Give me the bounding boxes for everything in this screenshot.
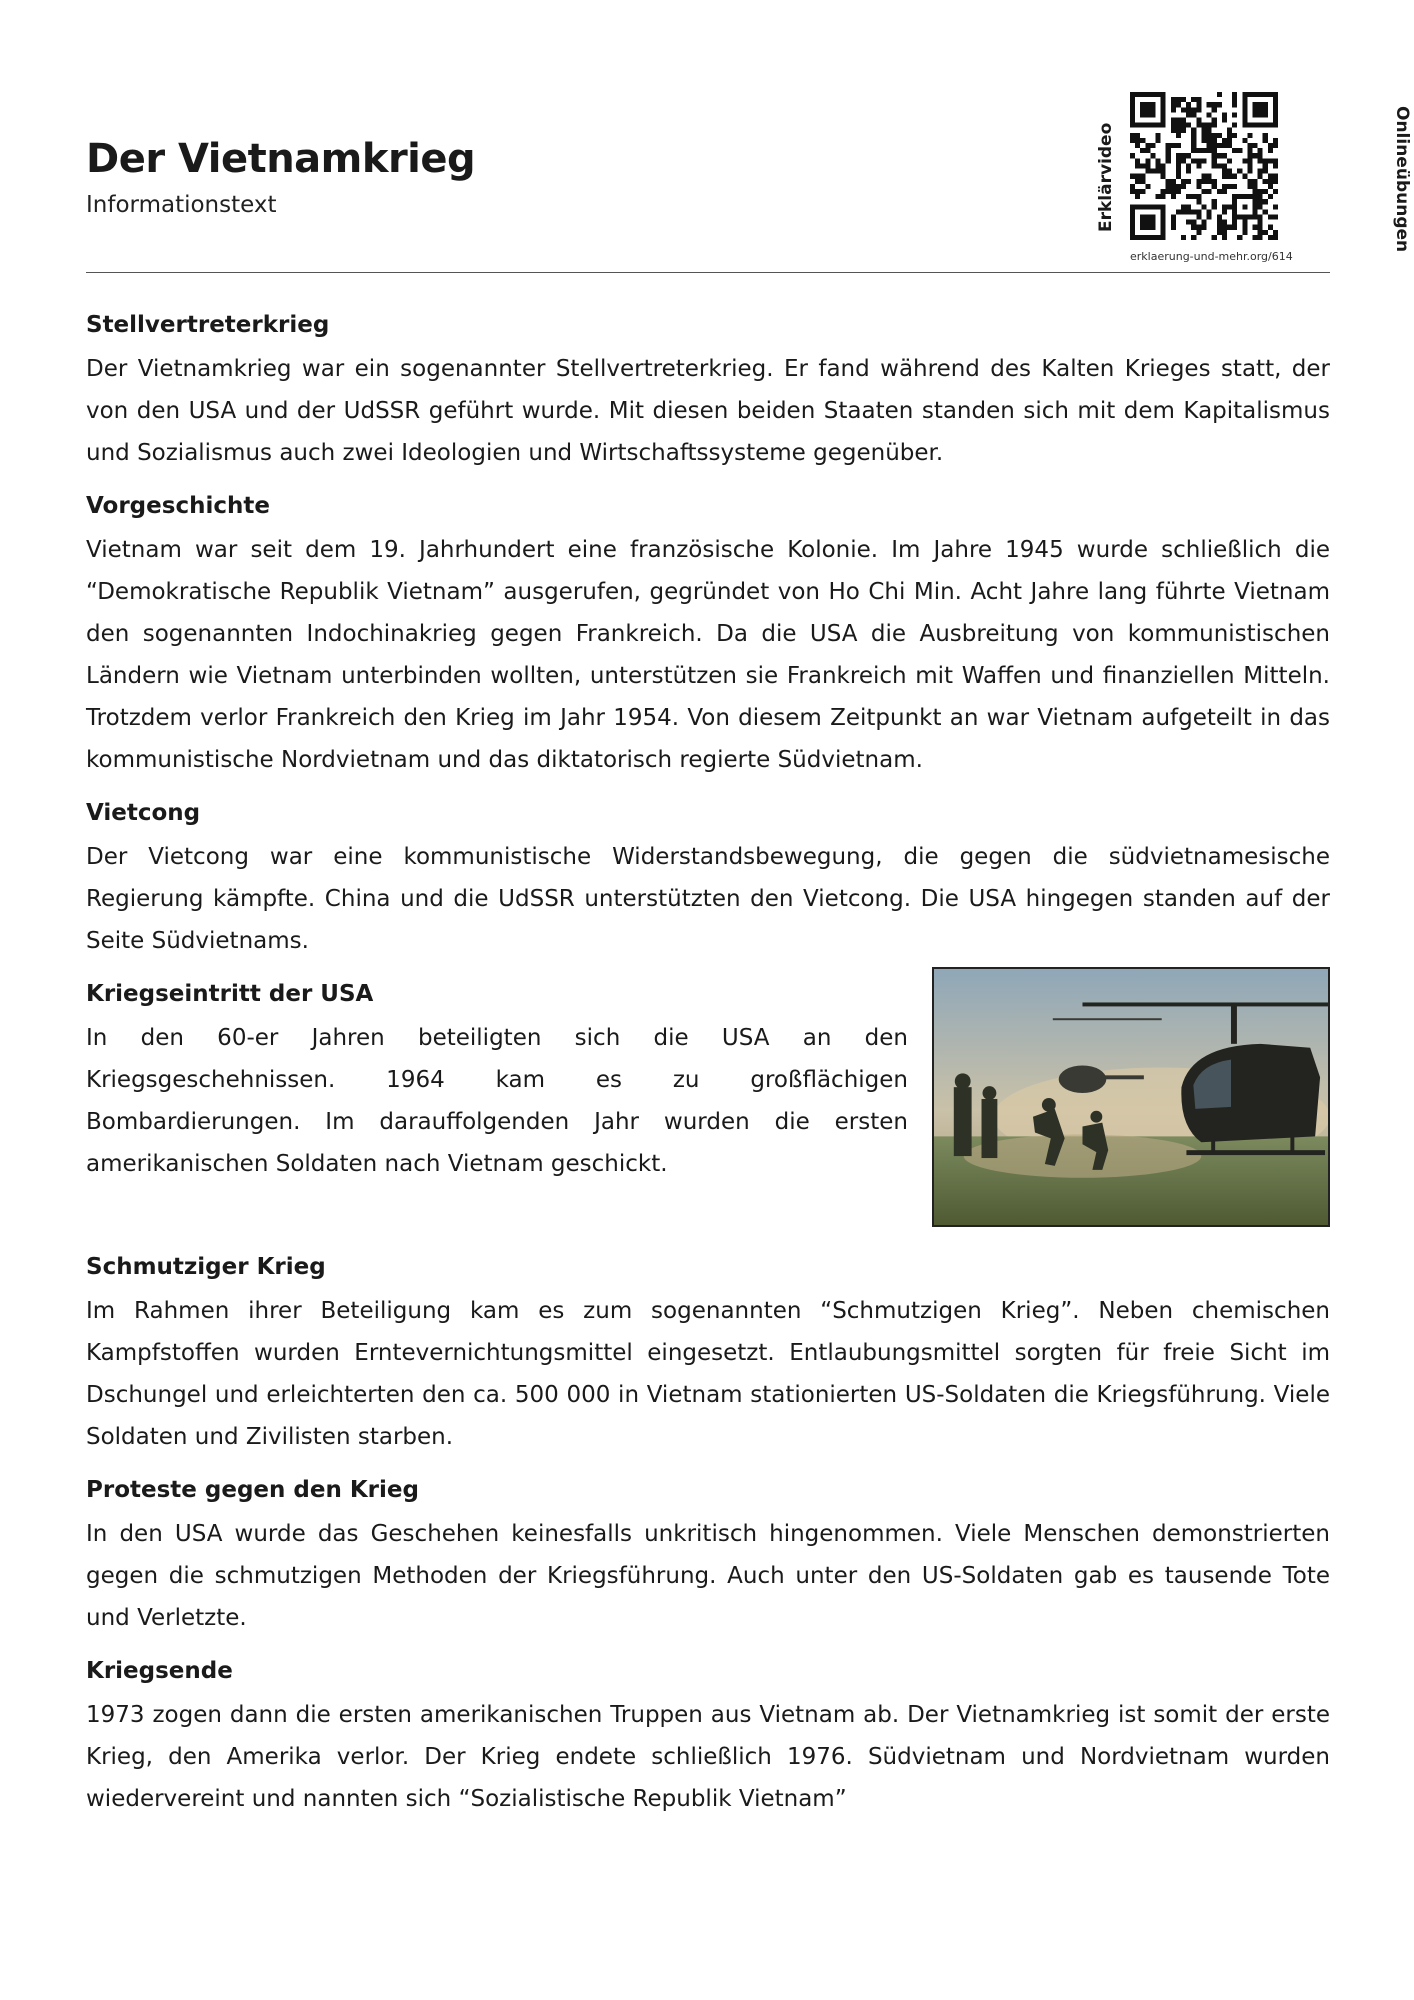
qr-code-icon[interactable] [1130,92,1278,240]
section-kriegseintritt [86,975,1330,1235]
section-vietcong [86,794,1330,962]
section-heading: Schmutziger Krieg [86,1254,326,1280]
section-heading: Vietcong [86,800,201,826]
qr-url[interactable]: erklaerung-und-mehr.org/614 [1130,250,1293,263]
header-divider [86,272,1330,273]
section-text: In den USA wurde das Geschehen keinesfalls unkritisch hingenommen. Viele Menschen demonstrierten gegen die schmutzigen Methoden der Kriegsführung. Auch unter den US-Soldaten gab es tausende Tote und Verletzte. [86,1521,1330,1631]
section-heading: Proteste gegen den Krieg [86,1477,419,1503]
section-text: Im Rahmen ihrer Beteiligung kam es zum sogenannten “Schmutzigen Krieg”. Neben chemischen Kampfstoffen wurden Erntevernichtungsmittel eingesetzt. Entlaubungsmittel sorgten für freie Sicht im Dschungel und erleichterten den ca. 500 000 in Vietnam stationierten US-Soldaten die Kriegsführung. Viele Soldaten und Zivilisten starben. [86,1298,1330,1450]
section-heading: Vorgeschichte [86,493,270,519]
explainer-video-label: Erklärvideo [1096,122,1116,232]
section-kriegsende [86,1652,1330,1820]
online-exercises-label: Onlineübungen [1392,106,1412,253]
main-content [86,306,1330,1833]
page-subtitle: Informationstext [86,192,277,218]
helicopter-soldiers-icon [934,969,1328,1225]
section-text: In den 60-er Jahren beteiligten sich die USA an den Kriegsgeschehnissen. 1964 kam es zu großflächigen Bombardierungen. Im darauffolgenden Jahr wurden die ersten amerikanischen Soldaten nach Vietnam geschickt. [86,1025,908,1177]
section-heading: Stellvertreterkrieg [86,312,330,338]
helicopter-photo [932,967,1330,1227]
section-vorgeschichte [86,487,1330,781]
page-title: Der Vietnamkrieg [86,136,476,182]
section-stellvertreterkrieg [86,306,1330,474]
section-schmutziger-krieg [86,1248,1330,1458]
section-text: 1973 zogen dann die ersten amerikanischen Truppen aus Vietnam ab. Der Vietnamkrieg ist somit der erste Krieg, den Amerika verlor. Der Krieg endete schließlich 1976. Südvietnam und Nordvietnam wurden wiedervereint und nannten sich “Sozialistische Republik Vietnam” [86,1702,1330,1812]
page-header [86,0,1412,276]
section-heading: Kriegsende [86,1658,233,1684]
section-text: Der Vietcong war eine kommunistische Widerstandsbewegung, die gegen die südvietnamesische Regierung kämpfte. China und die UdSSR unterstützten den Vietcong. Die USA hingegen standen auf der Seite Südvietnams. [86,844,1330,954]
section-text: Vietnam war seit dem 19. Jahrhundert eine französische Kolonie. Im Jahre 1945 wurde schließlich die “Demokratische Republik Vietnam” ausgerufen, gegründet von Ho Chi Min. Acht Jahre lang führte Vietnam den sogenannten Indochinakrieg gegen Frankreich. Da die USA die Ausbreitung von kommunistischen Ländern wie Vietnam unterbinden wollten, unterstützen sie Frankreich mit Waffen und finanziellen Mitteln. Trotzdem verlor Frankreich den Krieg im Jahr 1954. Von diesem Zeitpunkt an war Vietnam aufgeteilt in das kommunistische Nordvietnam und das diktatorisch regierte Südvietnam. [86,537,1330,773]
section-proteste [86,1471,1330,1639]
section-heading: Kriegseintritt der USA [86,981,374,1007]
section-text: Der Vietnamkrieg war ein sogenannter Stellvertreterkrieg. Er fand während des Kalten Krieges statt, der von den USA und der UdSSR geführt wurde. Mit diesen beiden Staaten standen sich mit dem Kapitalismus und Sozialismus auch zwei Ideologien und Wirtschaftssysteme gegenüber. [86,356,1330,466]
